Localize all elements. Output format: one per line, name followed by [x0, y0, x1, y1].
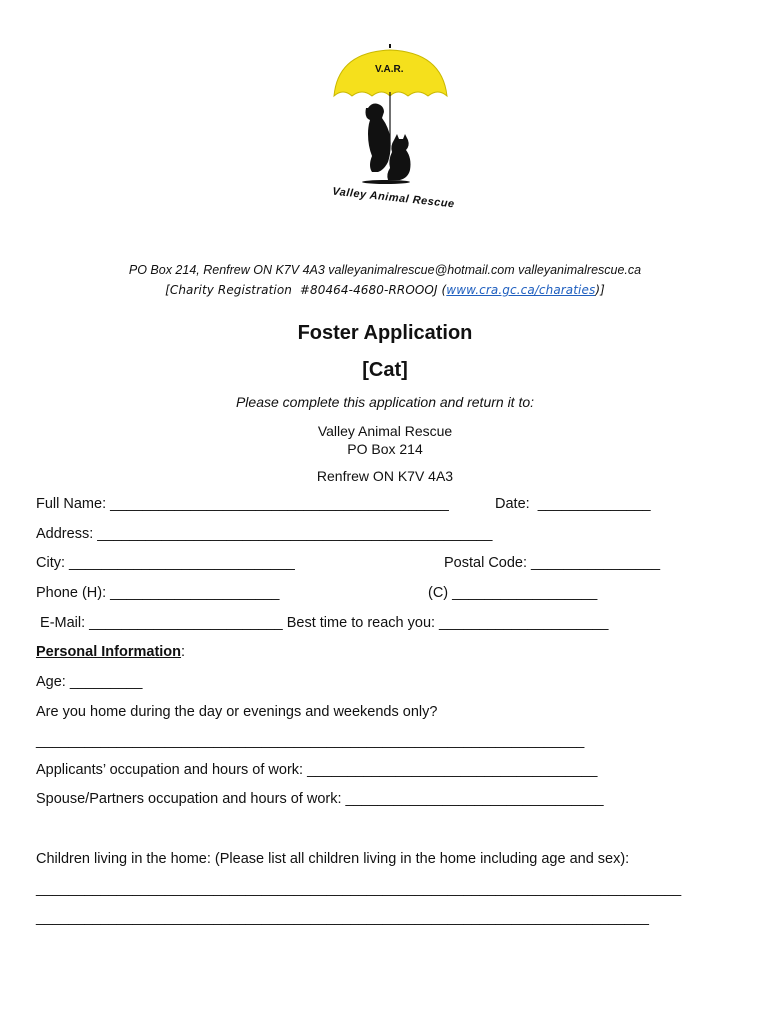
- age-field[interactable]: Age: _________: [36, 674, 143, 690]
- organization-contact-line: PO Box 214, Renfrew ON K7V 4A3 valleyanimalrescue@hotmail.com valleyanimalrescue.ca: [128, 263, 642, 277]
- personal-heading-colon: :: [181, 644, 186, 660]
- home-question: Are you home during the day or evenings and weekends only?: [36, 704, 438, 720]
- children-answer-line-2[interactable]: ____________________________________________________________________________: [36, 910, 649, 926]
- email-and-best-time-field[interactable]: E-Mail: ________________________ Best time to reach you: _____________________: [36, 615, 609, 631]
- date-field[interactable]: Date: ______________: [495, 496, 651, 512]
- city-field[interactable]: City: ____________________________: [36, 555, 295, 571]
- return-address-po: PO Box 214: [347, 441, 423, 457]
- phone-home-field[interactable]: Phone (H): _____________________: [36, 585, 280, 601]
- page-title: Foster Application: [297, 322, 473, 344]
- page-subtitle: [Cat]: [362, 359, 408, 381]
- children-question: Children living in the home: (Please list all children living in the home including age and sex):: [36, 851, 630, 867]
- cra-charities-link[interactable]: www.cra.gc.ca/charaties: [446, 283, 596, 297]
- charity-suffix: )]: [595, 283, 605, 297]
- spouse-occupation-field[interactable]: Spouse/Partners occupation and hours of work: ________________________________: [36, 791, 604, 807]
- home-answer-line[interactable]: ____________________________________________________________________: [36, 733, 585, 749]
- return-address-city: Renfrew ON K7V 4A3: [316, 468, 454, 484]
- charity-registration: [0, 283, 770, 297]
- full-name-field[interactable]: Full Name: __________________________________________: [36, 496, 449, 512]
- personal-heading-text: Personal Information: [36, 644, 182, 660]
- personal-information-heading: [36, 644, 185, 660]
- children-answer-line-1[interactable]: ________________________________________________________________________________: [36, 881, 682, 897]
- phone-cell-field[interactable]: (C) __________________: [428, 585, 598, 601]
- return-address-org: Valley Animal Rescue: [317, 423, 453, 439]
- charity-prefix: [Charity Registration #80464-4680-RROOOJ (: [165, 283, 447, 297]
- valley-animal-rescue-logo: [328, 44, 456, 224]
- occupation-field[interactable]: Applicants’ occupation and hours of work: ____________________________________: [36, 762, 598, 778]
- logo-arc-text: Valley Animal Rescue: [331, 185, 456, 211]
- logo-initials: V.A.R.: [375, 64, 404, 75]
- instructions: Please complete this application and return it to:: [235, 394, 535, 410]
- address-field[interactable]: Address: _________________________________________________: [36, 526, 493, 542]
- postal-code-field[interactable]: Postal Code: ________________: [444, 555, 661, 571]
